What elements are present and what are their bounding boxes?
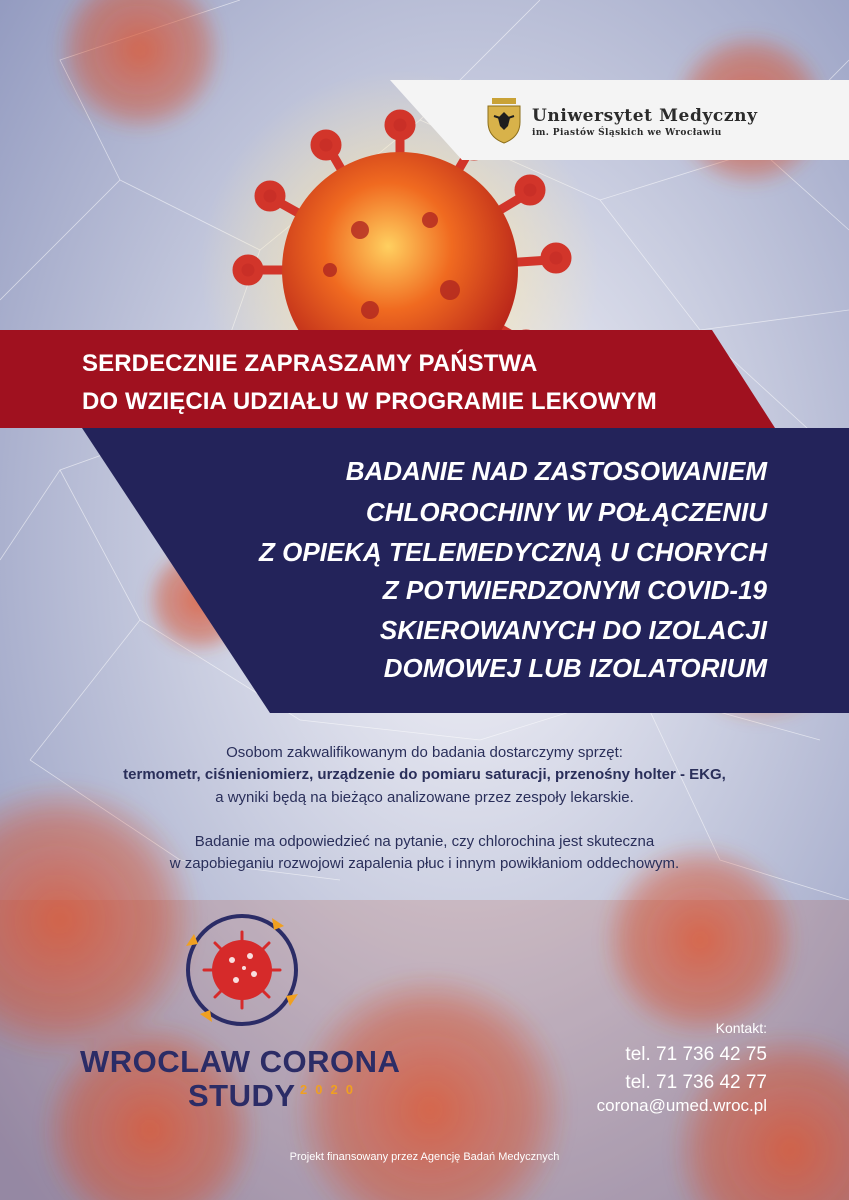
university-subtitle: im. Piastów Śląskich we Wrocławiu: [532, 128, 722, 138]
study-title-line-6: DOMOWEJ LUB IZOLATORIUM: [383, 653, 767, 683]
description-equipment-list: termometr, ciśnieniomierz, urządzenie do pomiaru saturacji, przenośny holter - EKG,: [123, 766, 726, 783]
description-line-5: w zapobieganiu rozwojowi zapalenia płuc i innym powikłaniom oddechowym.: [169, 855, 680, 872]
study-title-line-4: Z POTWIERDZONYM COVID-19: [382, 575, 767, 605]
contact-email[interactable]: corona@umed.wroc.pl: [596, 1096, 767, 1115]
study-title-line-3: Z OPIEKĄ TELEMEDYCZNĄ U CHORYCH: [259, 537, 767, 567]
contact-label: Kontakt:: [715, 1020, 767, 1036]
study-logo-line-2: STUDY: [188, 1078, 296, 1113]
study-logo-year: 2020: [300, 1082, 361, 1097]
study-title-line-1: BADANIE NAD ZASTOSOWANIEM: [345, 456, 767, 486]
study-logo-line-1: WROCLAW CORONA: [80, 1044, 401, 1079]
description-line-4: Badanie ma odpowiedzieć na pytanie, czy chlorochina jest skuteczna: [194, 833, 655, 850]
invitation-line-2: DO WZIĘCIA UDZIAŁU W PROGRAMIE LEKOWYM: [82, 388, 657, 415]
university-crest-icon: [484, 96, 524, 144]
corona-study-logo-icon: [180, 908, 304, 1032]
study-title-line-2: CHLOROCHINY W POŁĄCZENIU: [365, 497, 767, 527]
invitation-line-1: SERDECZNIE ZAPRASZAMY PAŃSTWA: [82, 350, 538, 377]
contact-phone-1[interactable]: tel. 71 736 42 75: [625, 1044, 767, 1065]
description-line-1: Osobom zakwalifikowanym do badania dostarczymy sprzęt:: [226, 744, 623, 761]
university-name: Uniwersytet Medyczny: [532, 106, 758, 126]
description-line-3: a wyniki będą na bieżąco analizowane przez zespoły lekarskie.: [215, 789, 634, 806]
contact-phone-2[interactable]: tel. 71 736 42 77: [625, 1072, 767, 1093]
funding-note: Projekt finansowany przez Agencję Badań Medycznych: [289, 1151, 560, 1163]
study-title-line-5: SKIEROWANYCH DO IZOLACJI: [379, 615, 767, 645]
